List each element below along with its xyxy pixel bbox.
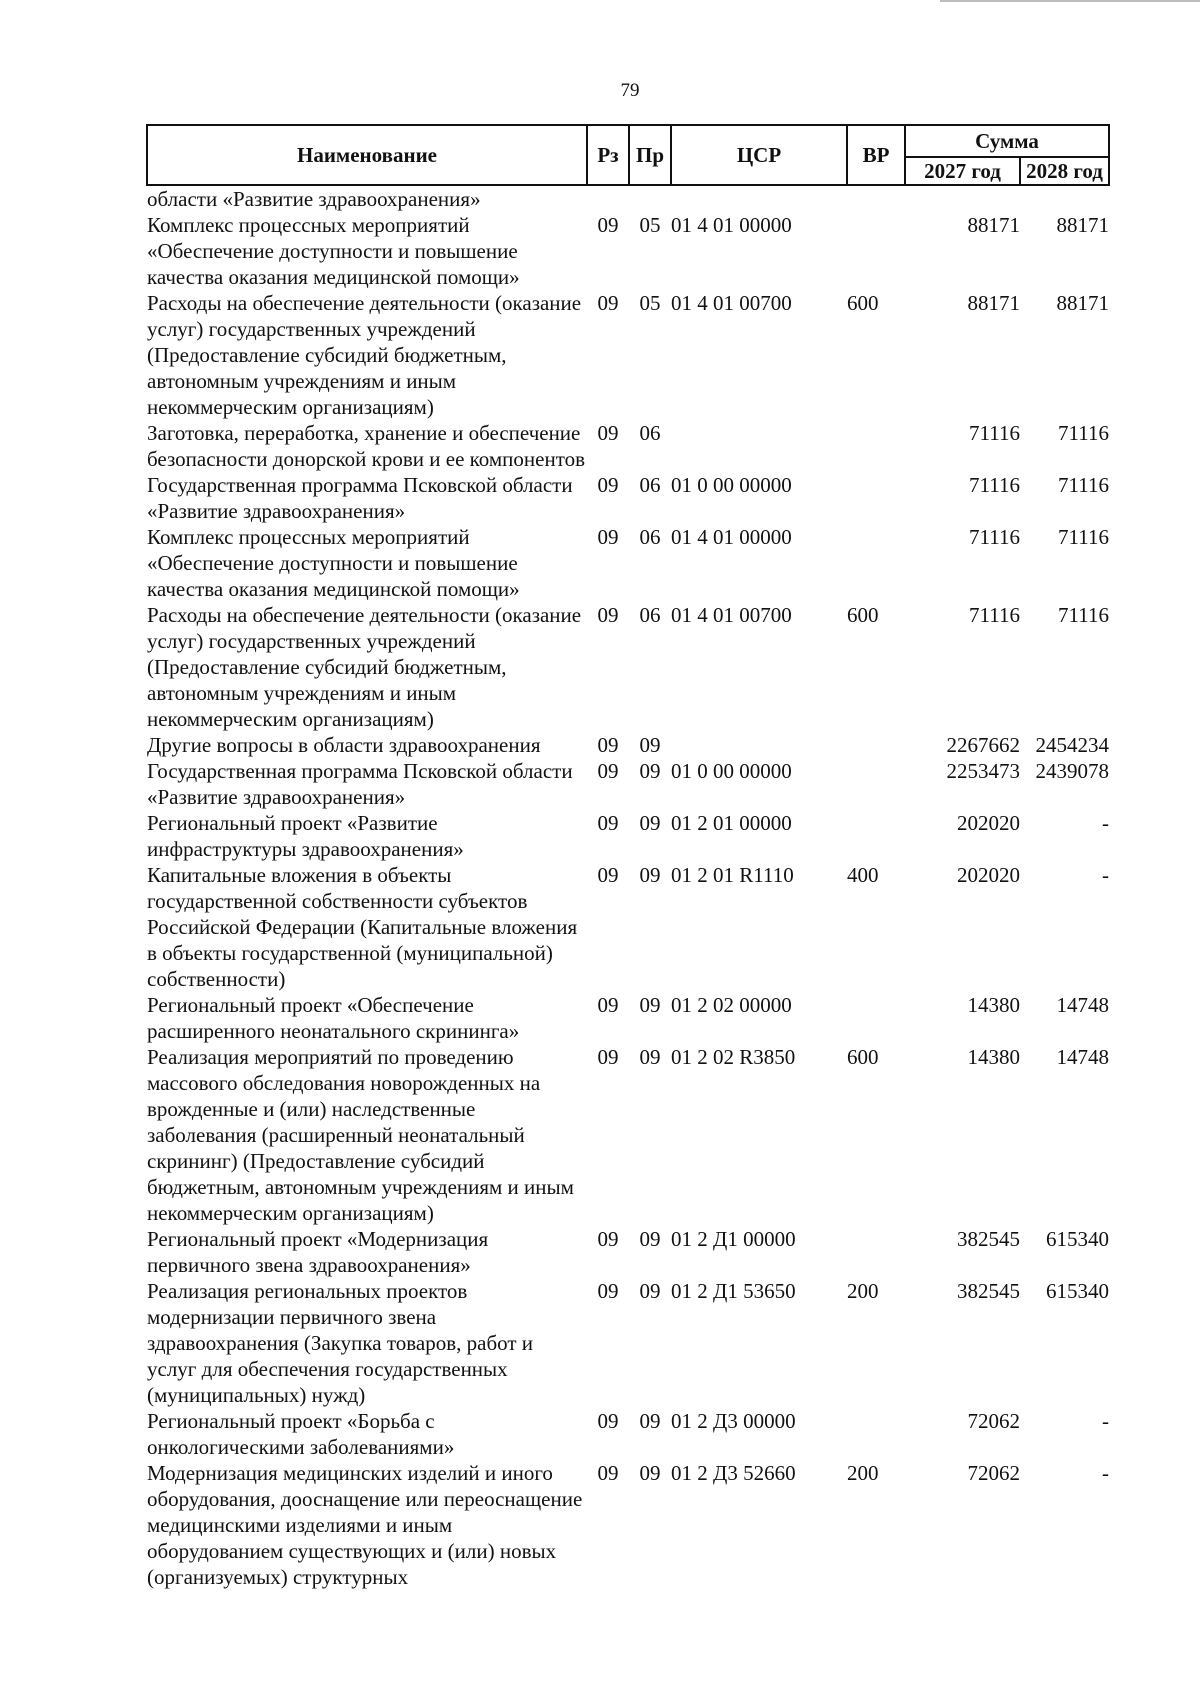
row-rz: 09 — [597, 733, 619, 757]
row-csr — [671, 420, 847, 472]
row-csr: 01 2 02 00000 — [671, 993, 792, 1017]
row-pr: 05 — [639, 213, 661, 237]
row-sum-2028: 615340 — [1046, 1227, 1109, 1251]
row-pr: 09 — [639, 759, 661, 783]
row-sum-2027: 202020 — [957, 811, 1020, 835]
row-rz: 09 — [597, 473, 619, 497]
row-rz: 09 — [597, 291, 619, 315]
row-rz — [587, 185, 629, 212]
row-csr: 01 2 02 R3850 — [671, 1045, 796, 1069]
row-sum-2027: 71116 — [969, 473, 1020, 497]
row-name: Другие вопросы в области здравоохранения — [147, 733, 541, 757]
row-vr: 400 — [847, 863, 879, 887]
row-vr: 200 — [847, 1461, 879, 1485]
row-vr — [847, 472, 905, 524]
page-number: 79 — [620, 80, 640, 101]
table-body — [147, 185, 1109, 1590]
row-name: Региональный проект «Обеспечение расширенного неонатального скрининга» — [147, 993, 520, 1043]
row-name: Государственная программа Псковской области «Развитие здравоохранения» — [147, 759, 573, 809]
row-sum-2028: 14748 — [1056, 1045, 1109, 1069]
row-vr: 600 — [847, 291, 879, 315]
header-year-2028: 2028 год — [1020, 157, 1109, 185]
row-name: Региональный проект «Борьба с онкологическими заболеваниями» — [147, 1409, 455, 1459]
row-vr — [847, 810, 905, 862]
row-sum-2028: 2454234 — [1035, 733, 1109, 757]
row-vr — [847, 992, 905, 1044]
table-row — [147, 472, 1109, 524]
row-csr: 01 2 Д3 00000 — [671, 1409, 796, 1433]
row-csr: 01 0 00 00000 — [671, 473, 792, 497]
row-rz: 09 — [597, 1045, 619, 1069]
row-sum-2027: 2253473 — [946, 759, 1020, 783]
row-pr: 06 — [639, 603, 661, 627]
row-pr: 09 — [639, 993, 661, 1017]
row-pr: 09 — [639, 1461, 661, 1485]
row-sum-2027: 72062 — [967, 1461, 1020, 1485]
table-row — [147, 992, 1109, 1044]
row-sum-2028: - — [1102, 811, 1109, 835]
row-vr — [847, 732, 905, 758]
table-row — [147, 602, 1109, 732]
header-csr: ЦСР — [671, 125, 847, 185]
row-pr — [629, 185, 671, 212]
row-vr: 600 — [847, 603, 879, 627]
row-rz: 09 — [597, 1279, 619, 1303]
row-pr: 06 — [639, 421, 661, 445]
row-csr: 01 2 01 R1110 — [671, 863, 794, 887]
row-sum-2027: 88171 — [967, 213, 1020, 237]
row-name: Региональный проект «Развитие инфраструктуры здравоохранения» — [147, 811, 464, 861]
row-name: Комплекс процессных мероприятий «Обеспечение доступности и повышение качества оказания медицинской помощи» — [147, 213, 520, 289]
header-year-2027: 2027 год — [905, 157, 1020, 185]
row-name: Заготовка, переработка, хранение и обеспечение безопасности донорской крови и ее компонентов — [147, 421, 586, 471]
row-pr: 06 — [639, 473, 661, 497]
row-vr — [847, 524, 905, 602]
table-row — [147, 290, 1109, 420]
table-row — [147, 1044, 1109, 1226]
row-vr — [847, 212, 905, 290]
row-name: Государственная программа Псковской области «Развитие здравоохранения» — [147, 473, 573, 523]
row-pr: 06 — [639, 525, 661, 549]
table-row — [147, 212, 1109, 290]
row-pr: 09 — [639, 1227, 661, 1251]
table-row — [147, 732, 1109, 758]
row-sum-2027: 71116 — [969, 603, 1020, 627]
row-sum-2027: 14380 — [967, 993, 1020, 1017]
row-vr — [847, 1408, 905, 1460]
row-csr: 01 0 00 00000 — [671, 759, 792, 783]
scan-edge-line — [940, 0, 1200, 2]
row-name: Расходы на обеспечение деятельности (оказание услуг) государственных учреждений (Предоставление субсидий бюджетным, автономным учреждениям и иным некоммерческим организациям) — [147, 291, 582, 419]
row-name: области «Развитие здравоохранения» — [147, 187, 481, 211]
row-sum-2028: 71116 — [1058, 473, 1109, 497]
row-sum-2027: 14380 — [967, 1045, 1020, 1069]
row-csr: 01 4 01 00000 — [671, 213, 792, 237]
table-row — [147, 758, 1109, 810]
row-name: Капитальные вложения в объекты государственной собственности субъектов Российской Федерации (Капитальные вложения в объекты государственной (муниципальной) собственности) — [147, 863, 578, 991]
table-row — [147, 524, 1109, 602]
row-name: Региональный проект «Модернизация первичного звена здравоохранения» — [147, 1227, 489, 1277]
row-csr — [671, 185, 847, 212]
row-sum-2027: 202020 — [957, 863, 1020, 887]
row-sum-2028: 88171 — [1056, 291, 1109, 315]
header-vr: ВР — [847, 125, 905, 185]
table-row — [147, 1278, 1109, 1408]
row-vr — [847, 758, 905, 810]
row-sum-2028: - — [1102, 1461, 1109, 1485]
row-sum-2027: 71116 — [969, 421, 1020, 445]
row-pr: 09 — [639, 1045, 661, 1069]
row-name: Реализация мероприятий по проведению массового обследования новорожденных на врожденные и (или) наследственные заболевания (расширенный неонатальный скрининг) (Предоставление субсидий бюджетным, автономным учреждениям и иным некоммерческим организациям) — [147, 1045, 574, 1225]
row-sum-2028: 615340 — [1046, 1279, 1109, 1303]
row-sum-2028: 71116 — [1058, 421, 1109, 445]
row-name: Реализация региональных проектов модернизации первичного звена здравоохранения (Закупка товаров, работ и услуг для обеспечения государственных (муниципальных) нужд) — [147, 1279, 534, 1407]
row-sum-2027 — [905, 185, 1020, 212]
row-csr: 01 2 Д1 53650 — [671, 1279, 796, 1303]
header-sum: Сумма — [905, 125, 1109, 157]
row-pr: 09 — [639, 733, 661, 757]
row-sum-2028 — [1020, 185, 1109, 212]
row-sum-2028: 88171 — [1056, 213, 1109, 237]
row-rz: 09 — [597, 759, 619, 783]
row-sum-2027: 88171 — [967, 291, 1020, 315]
header-name: Наименование — [147, 125, 587, 185]
row-rz: 09 — [597, 1227, 619, 1251]
row-vr: 600 — [847, 1045, 879, 1069]
row-pr: 09 — [639, 863, 661, 887]
table-row — [147, 1408, 1109, 1460]
table-row — [147, 1460, 1109, 1590]
row-rz: 09 — [597, 993, 619, 1017]
budget-table — [146, 124, 1110, 1590]
row-csr: 01 4 01 00700 — [671, 603, 792, 627]
table-header — [147, 125, 1109, 185]
row-vr — [847, 1226, 905, 1278]
row-csr: 01 4 01 00700 — [671, 291, 792, 315]
row-csr: 01 2 Д3 52660 — [671, 1461, 796, 1485]
row-rz: 09 — [597, 811, 619, 835]
row-vr — [847, 420, 905, 472]
row-sum-2027: 382545 — [957, 1227, 1020, 1251]
row-csr: 01 2 01 00000 — [671, 811, 792, 835]
table-row — [147, 1226, 1109, 1278]
row-pr: 09 — [639, 811, 661, 835]
row-sum-2028: 71116 — [1058, 603, 1109, 627]
table-row — [147, 420, 1109, 472]
row-vr — [847, 185, 905, 212]
row-name: Модернизация медицинских изделий и иного оборудования, дооснащение или переоснащение медицинскими изделиями и иным оборудованием существующих и (или) новых (организуемых) структурных — [147, 1461, 583, 1589]
row-rz: 09 — [597, 525, 619, 549]
row-rz: 09 — [597, 1409, 619, 1433]
row-sum-2027: 382545 — [957, 1279, 1020, 1303]
row-rz: 09 — [597, 603, 619, 627]
row-sum-2028: - — [1102, 1409, 1109, 1433]
row-rz: 09 — [597, 1461, 619, 1485]
header-rz: Рз — [587, 125, 629, 185]
header-pr: Пр — [629, 125, 671, 185]
row-sum-2027: 72062 — [967, 1409, 1020, 1433]
row-name: Расходы на обеспечение деятельности (оказание услуг) государственных учреждений (Предоставление субсидий бюджетным, автономным учреждениям и иным некоммерческим организациям) — [147, 603, 582, 731]
row-sum-2027: 71116 — [969, 525, 1020, 549]
row-rz: 09 — [597, 213, 619, 237]
row-csr: 01 2 Д1 00000 — [671, 1227, 796, 1251]
row-rz: 09 — [597, 421, 619, 445]
row-pr: 09 — [639, 1409, 661, 1433]
table-row — [147, 185, 1109, 212]
row-sum-2028: 71116 — [1058, 525, 1109, 549]
table-row — [147, 862, 1109, 992]
table-row — [147, 810, 1109, 862]
row-pr: 05 — [639, 291, 661, 315]
row-pr: 09 — [639, 1279, 661, 1303]
row-sum-2027: 2267662 — [946, 733, 1020, 757]
row-csr — [671, 732, 847, 758]
row-rz: 09 — [597, 863, 619, 887]
row-name: Комплекс процессных мероприятий «Обеспечение доступности и повышение качества оказания медицинской помощи» — [147, 525, 520, 601]
row-sum-2028: - — [1102, 863, 1109, 887]
row-sum-2028: 2439078 — [1035, 759, 1109, 783]
row-sum-2028: 14748 — [1056, 993, 1109, 1017]
row-vr: 200 — [847, 1279, 879, 1303]
row-csr: 01 4 01 00000 — [671, 525, 792, 549]
